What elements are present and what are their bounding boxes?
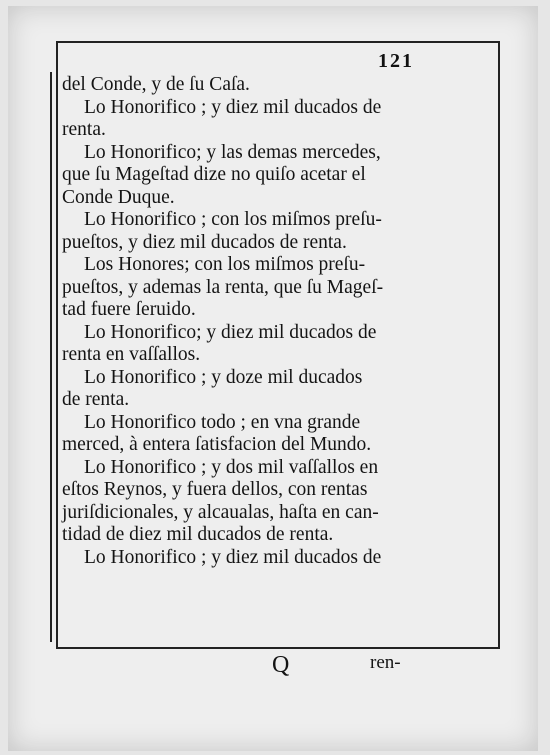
text-line: tad fuere ſeruido. (62, 299, 196, 320)
text-line: pueſtos, y ademas la renta, que ſu Mageſ- (62, 276, 384, 298)
text-line: tidad de diez mil ducados de renta. (62, 524, 334, 545)
text-line: Lo Honorifico ; y doze mil ducados (84, 366, 363, 388)
text-line: que ſu Mageſtad dize no quiſo acetar el (62, 164, 366, 185)
text-line: de renta. (62, 389, 130, 410)
folio-number: 121 (378, 50, 414, 72)
text-line: Lo Honorifico ; y diez mil ducados de (84, 96, 382, 118)
text-line: Lo Honorifico ; y dos mil vaſſallos en (84, 456, 379, 478)
text-line: pueſtos, y diez mil ducados de renta. (62, 231, 347, 253)
body-text (62, 74, 414, 569)
text-line: renta. (62, 119, 106, 140)
text-line: merced, à entera ſatisfacion del Mundo. (62, 434, 372, 455)
text-line: Lo Honorifico ; con los miſmos preſu- (84, 209, 382, 230)
signature-mark: Q (272, 652, 290, 678)
catchword: ren- (370, 652, 401, 673)
text-line: renta en vaſſallos. (62, 344, 201, 365)
text-line: Lo Honorifico; y diez mil ducados de (84, 321, 377, 343)
text-line: Conde Duque. (62, 186, 175, 208)
text-line: Los Honores; con los miſmos preſu- (84, 254, 366, 275)
text-line: Lo Honorifico; y las demas mercedes, (84, 141, 381, 163)
text-line: del Conde, y de ſu Caſa. (62, 74, 250, 95)
margin-rule (50, 72, 52, 642)
text-line: Lo Honorifico todo ; en vna grande (84, 411, 361, 433)
text-line: juriſdicionales, y alcaualas, haſta en can- (62, 501, 379, 523)
text-line: Lo Honorifico ; y diez mil ducados de (84, 546, 382, 568)
text-line: eſtos Reynos, y fuera dellos, con rentas (62, 479, 368, 500)
